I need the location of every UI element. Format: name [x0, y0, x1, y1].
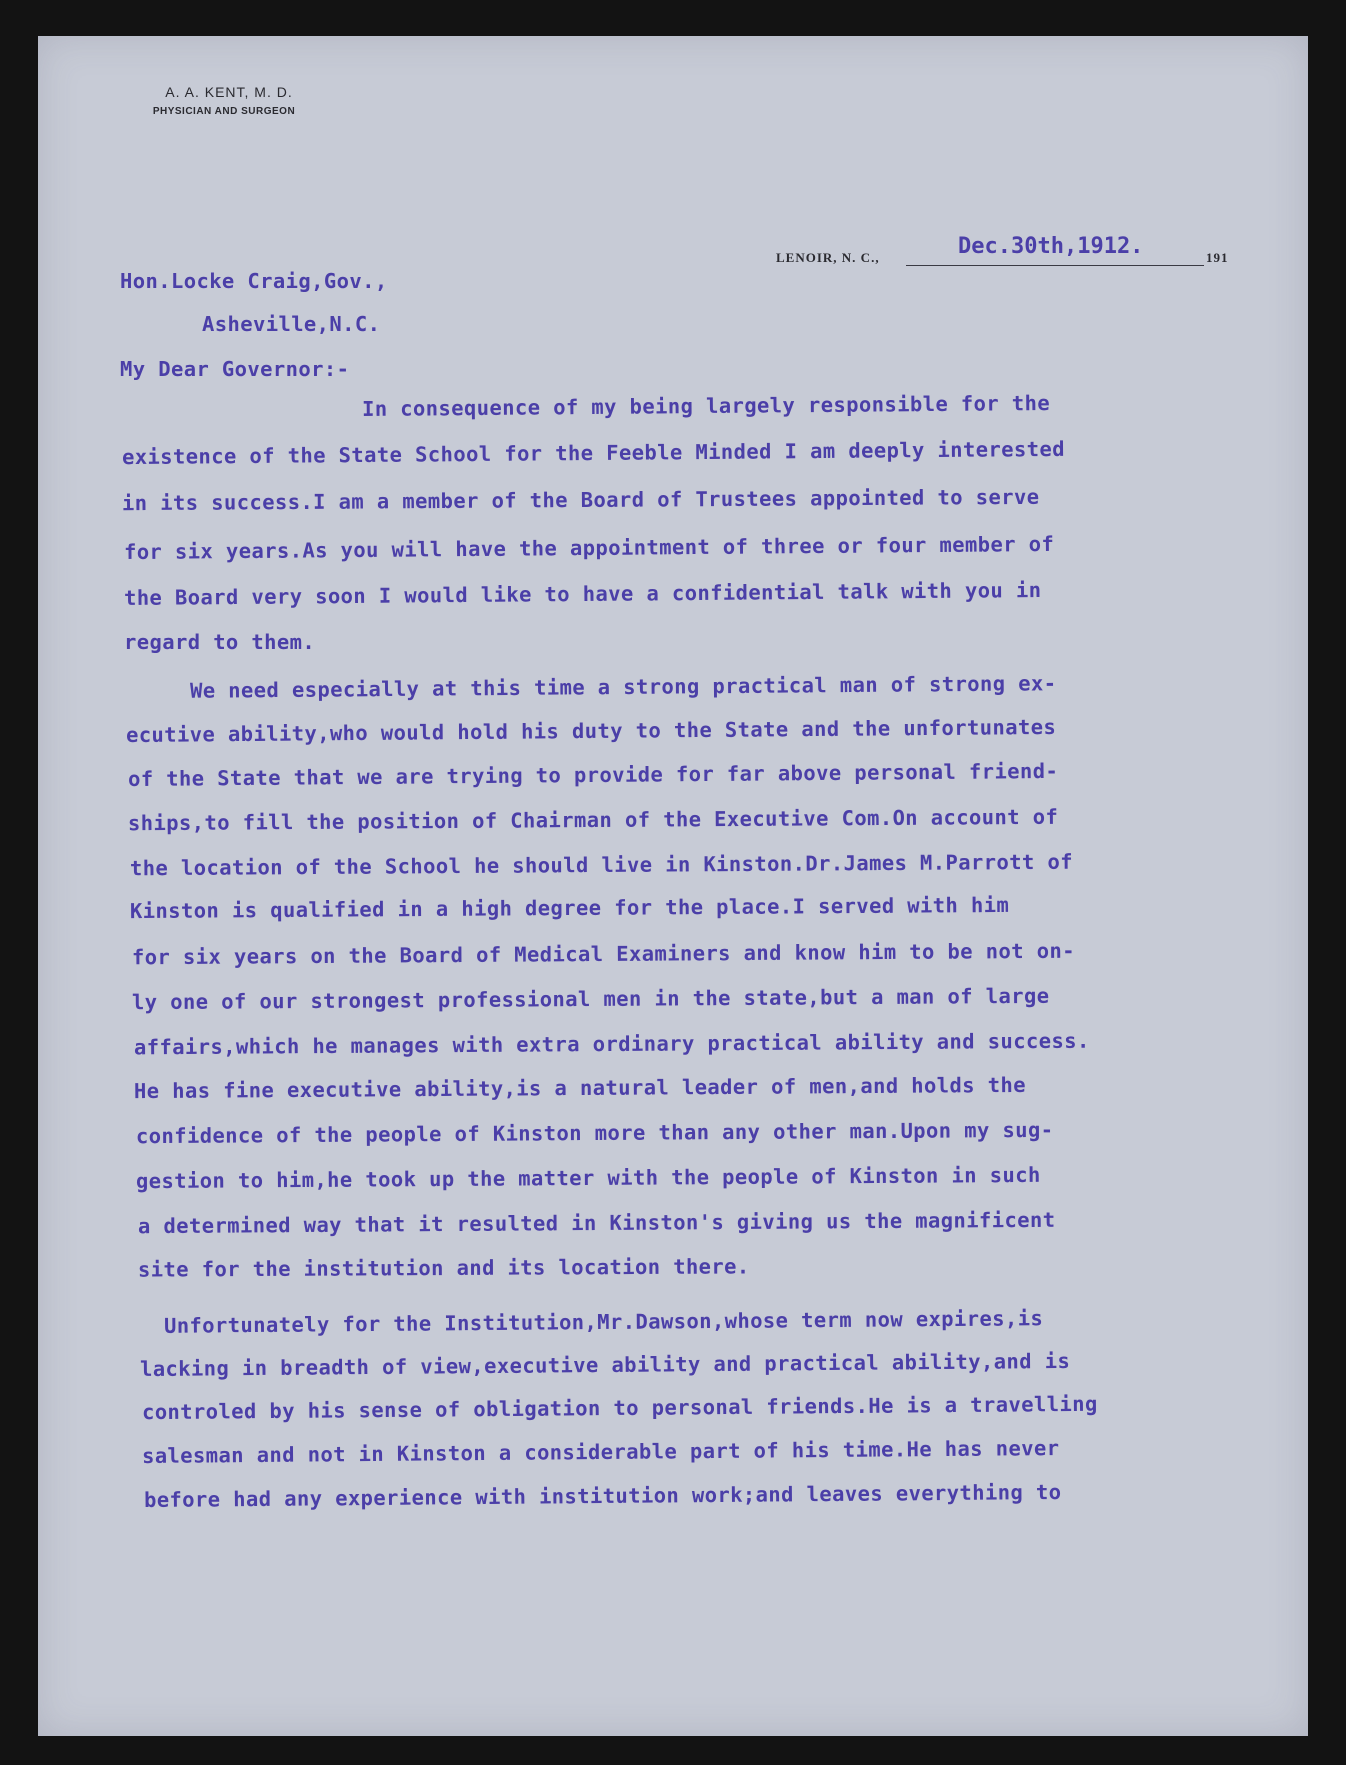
salutation: My Dear Governor:- [120, 357, 350, 381]
body-line: affairs,which he manages with extra ordinary practical ability and success. [133, 1028, 1090, 1060]
dateline-date: Dec.30th,1912. [958, 234, 1144, 259]
body-line: of the State that we are trying to provide for far above personal friend- [127, 758, 1059, 792]
body-line: a determined way that it resulted in Kinston's giving us the magnificent [137, 1207, 1056, 1239]
body-line: ecutive ability,who would hold his duty to the State and the unfortunates [125, 714, 1057, 748]
body-line: site for the institution and its location there. [137, 1254, 750, 1282]
body-line: In consequence of my being largely responsible for the [361, 390, 1051, 422]
body-line: ships,to fill the position of Chairman of the Executive Com.On account of [127, 804, 1059, 836]
date-rule [906, 265, 1204, 266]
letter-page [38, 36, 1308, 1736]
body-line: regard to them. [124, 630, 316, 654]
dateline-place: LENOIR, N. C., [776, 250, 880, 265]
body-line: for six years.As you will have the appointment of three or four member of [123, 531, 1055, 565]
body-line: in its success.I am a member of the Board of Trustees appointed to serve [121, 484, 1040, 516]
body-line: for six years on the Board of Medical Examiners and know him to be not on- [131, 938, 1075, 970]
body-line: ly one of our strongest professional men in the state,but a man of large [131, 983, 1050, 1015]
body-line: existence of the State School for the Feeble Minded I am deeply interested [121, 436, 1066, 470]
letterhead-title: PHYSICIAN AND SURGEON [152, 106, 296, 117]
body-line: salesman and not in Kinston a considerable part of his time.He has never [141, 1435, 1060, 1469]
body-line: Kinston is qualified in a high degree for the place.I served with him [129, 892, 1010, 924]
body-line: controled by his sense of obligation to personal friends.He is a travelling [141, 1391, 1098, 1425]
address-line-1: Hon.Locke Craig,Gov., [120, 269, 388, 293]
body-line: confidence of the people of Kinston more than any other man.Upon my sug- [135, 1117, 1054, 1149]
body-line: before had any experience with institution work;and leaves everything to [143, 1479, 1062, 1513]
address-line-2: Asheville,N.C. [202, 312, 381, 336]
body-line: He has fine executive ability,is a natural leader of men,and holds the [133, 1072, 1027, 1104]
dateline-year-prefix: 191 [1206, 250, 1229, 265]
body-line: We need especially at this time a strong practical man of strong ex- [189, 671, 1057, 703]
dateline [776, 236, 1256, 276]
body-line: lacking in breadth of view,executive ability and practical ability,and is [139, 1348, 1071, 1382]
body-line: gestion to him,he took up the matter with the people of Kinston in such [135, 1162, 1041, 1194]
body-line: the location of the School he should live in Kinston.Dr.James M.Parrott of [129, 849, 1073, 881]
letterhead-name: A. A. KENT, M. D. [165, 84, 293, 100]
body-line: Unfortunately for the Institution,Mr.Dawson,whose term now expires,is [163, 1306, 1044, 1338]
body-line: the Board very soon I would like to have a confidential talk with you in [123, 577, 1042, 611]
